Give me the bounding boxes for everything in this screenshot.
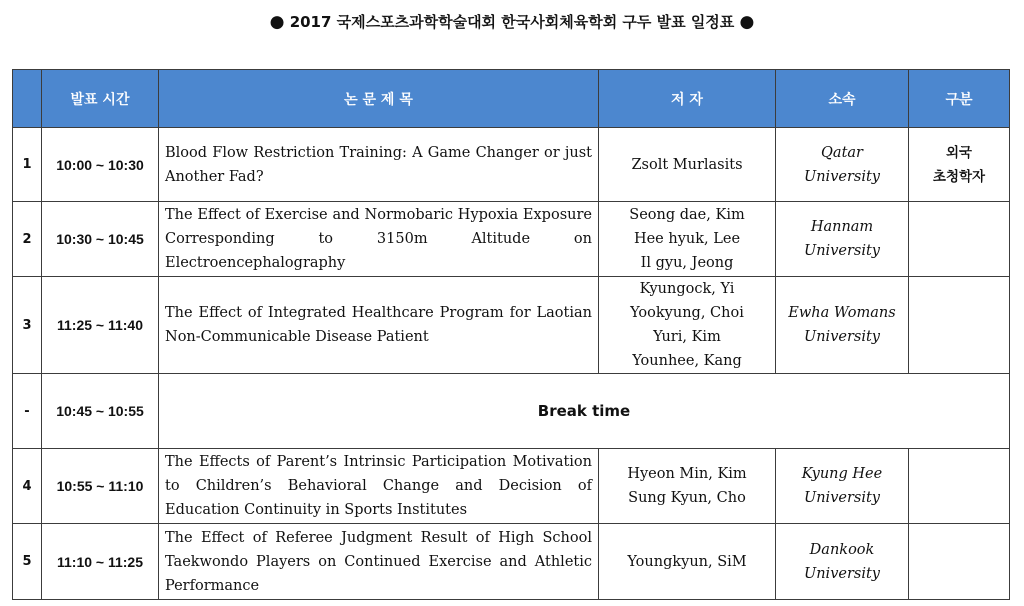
affiliation-line: Hannam	[810, 219, 874, 235]
row-authors	[599, 128, 776, 202]
row-number: 3	[13, 277, 42, 374]
row-category	[909, 128, 1010, 202]
bullet-left: ●	[269, 12, 285, 32]
header-row	[13, 70, 1010, 128]
row-affiliation	[776, 128, 909, 202]
affiliation-line: Qatar	[821, 144, 863, 161]
category-line: 외국	[945, 144, 973, 161]
author-name: Yookyung, Choi	[630, 305, 744, 321]
table-row	[13, 128, 1010, 202]
header-author: 저 자	[599, 70, 776, 128]
row-paper-title: Blood Flow Restriction Training: A Game Changer or just Another Fad?	[159, 128, 599, 202]
row-authors	[599, 277, 776, 374]
table-row	[13, 202, 1010, 277]
header-paper-title: 논 문 제 목	[159, 70, 599, 128]
row-paper-title: The Effects of Parent’s Intrinsic Participation Motivation to Children’s Behavioral Change and Decision of Education Continuity in Sports Institutes	[159, 449, 599, 524]
row-number: 1	[13, 128, 42, 202]
row-time: 11:25 ~ 11:40	[42, 277, 159, 374]
affiliation-line: University	[804, 168, 880, 185]
header-time: 발표 시간	[42, 70, 159, 128]
row-category	[909, 449, 1010, 524]
row-authors	[599, 449, 776, 524]
row-number: 2	[13, 202, 42, 277]
author-name: Sung Kyun, Cho	[628, 490, 746, 506]
affiliation-line: Ewha Womans	[788, 305, 896, 321]
affiliation-line: Dankook	[809, 541, 875, 558]
row-number: 4	[13, 449, 42, 524]
header-affiliation: 소속	[776, 70, 909, 128]
row-affiliation	[776, 524, 909, 600]
row-paper-title: The Effect of Exercise and Normobaric Hypoxia Exposure Corresponding to 3150m Altitude on Electroencephalography	[159, 202, 599, 277]
author-name: Younhee, Kang	[632, 353, 742, 369]
row-time: 10:30 ~ 10:45	[42, 202, 159, 277]
header-category: 구분	[909, 70, 1010, 128]
title-text: 2017 국제스포츠과학학술대회 한국사회체육학회 구두 발표 일정표	[289, 13, 735, 31]
author-name: Hee hyuk, Lee	[633, 231, 741, 247]
row-number: -	[13, 374, 42, 449]
row-authors	[599, 524, 776, 600]
author-name: Seong dae, Kim	[629, 207, 745, 223]
row-affiliation	[776, 277, 909, 374]
table-row	[13, 449, 1010, 524]
author-name: Youngkyun, SiM	[627, 553, 747, 570]
table-row	[13, 277, 1010, 374]
affiliation-line: Kyung Hee	[801, 466, 883, 482]
row-paper-title: The Effect of Integrated Healthcare Program for Laotian Non-Communicable Disease Patient	[159, 277, 599, 374]
row-authors	[599, 202, 776, 277]
row-affiliation	[776, 449, 909, 524]
author-name: Kyungock, Yi	[639, 281, 735, 297]
affiliation-line: University	[804, 565, 880, 582]
affiliation-line: University	[804, 490, 880, 506]
author-name: Yuri, Kim	[653, 329, 721, 345]
row-time: 10:00 ~ 10:30	[42, 128, 159, 202]
affiliation-line: University	[804, 243, 880, 259]
break-label: Break time	[159, 374, 1010, 449]
affiliation-line: University	[804, 329, 880, 345]
author-name: Zsolt Murlasits	[631, 156, 743, 173]
row-paper-title: The Effect of Referee Judgment Result of High School Taekwondo Players on Continued Exercise and Athletic Performance	[159, 524, 599, 600]
header-no	[13, 70, 42, 128]
row-category	[909, 524, 1010, 600]
row-number: 5	[13, 524, 42, 600]
row-time: 10:55 ~ 11:10	[42, 449, 159, 524]
bullet-right: ●	[739, 12, 755, 32]
row-category	[909, 277, 1010, 374]
break-row	[13, 374, 1010, 449]
author-name: Il gyu, Jeong	[640, 255, 734, 271]
row-time: 11:10 ~ 11:25	[42, 524, 159, 600]
category-line: 초청학자	[932, 168, 986, 185]
row-time: 10:45 ~ 10:55	[42, 374, 159, 449]
row-affiliation	[776, 202, 909, 277]
author-name: Hyeon Min, Kim	[627, 466, 747, 482]
row-category	[909, 202, 1010, 277]
schedule-table	[12, 69, 1010, 600]
table-row	[13, 524, 1010, 600]
page-title	[0, 10, 1024, 34]
